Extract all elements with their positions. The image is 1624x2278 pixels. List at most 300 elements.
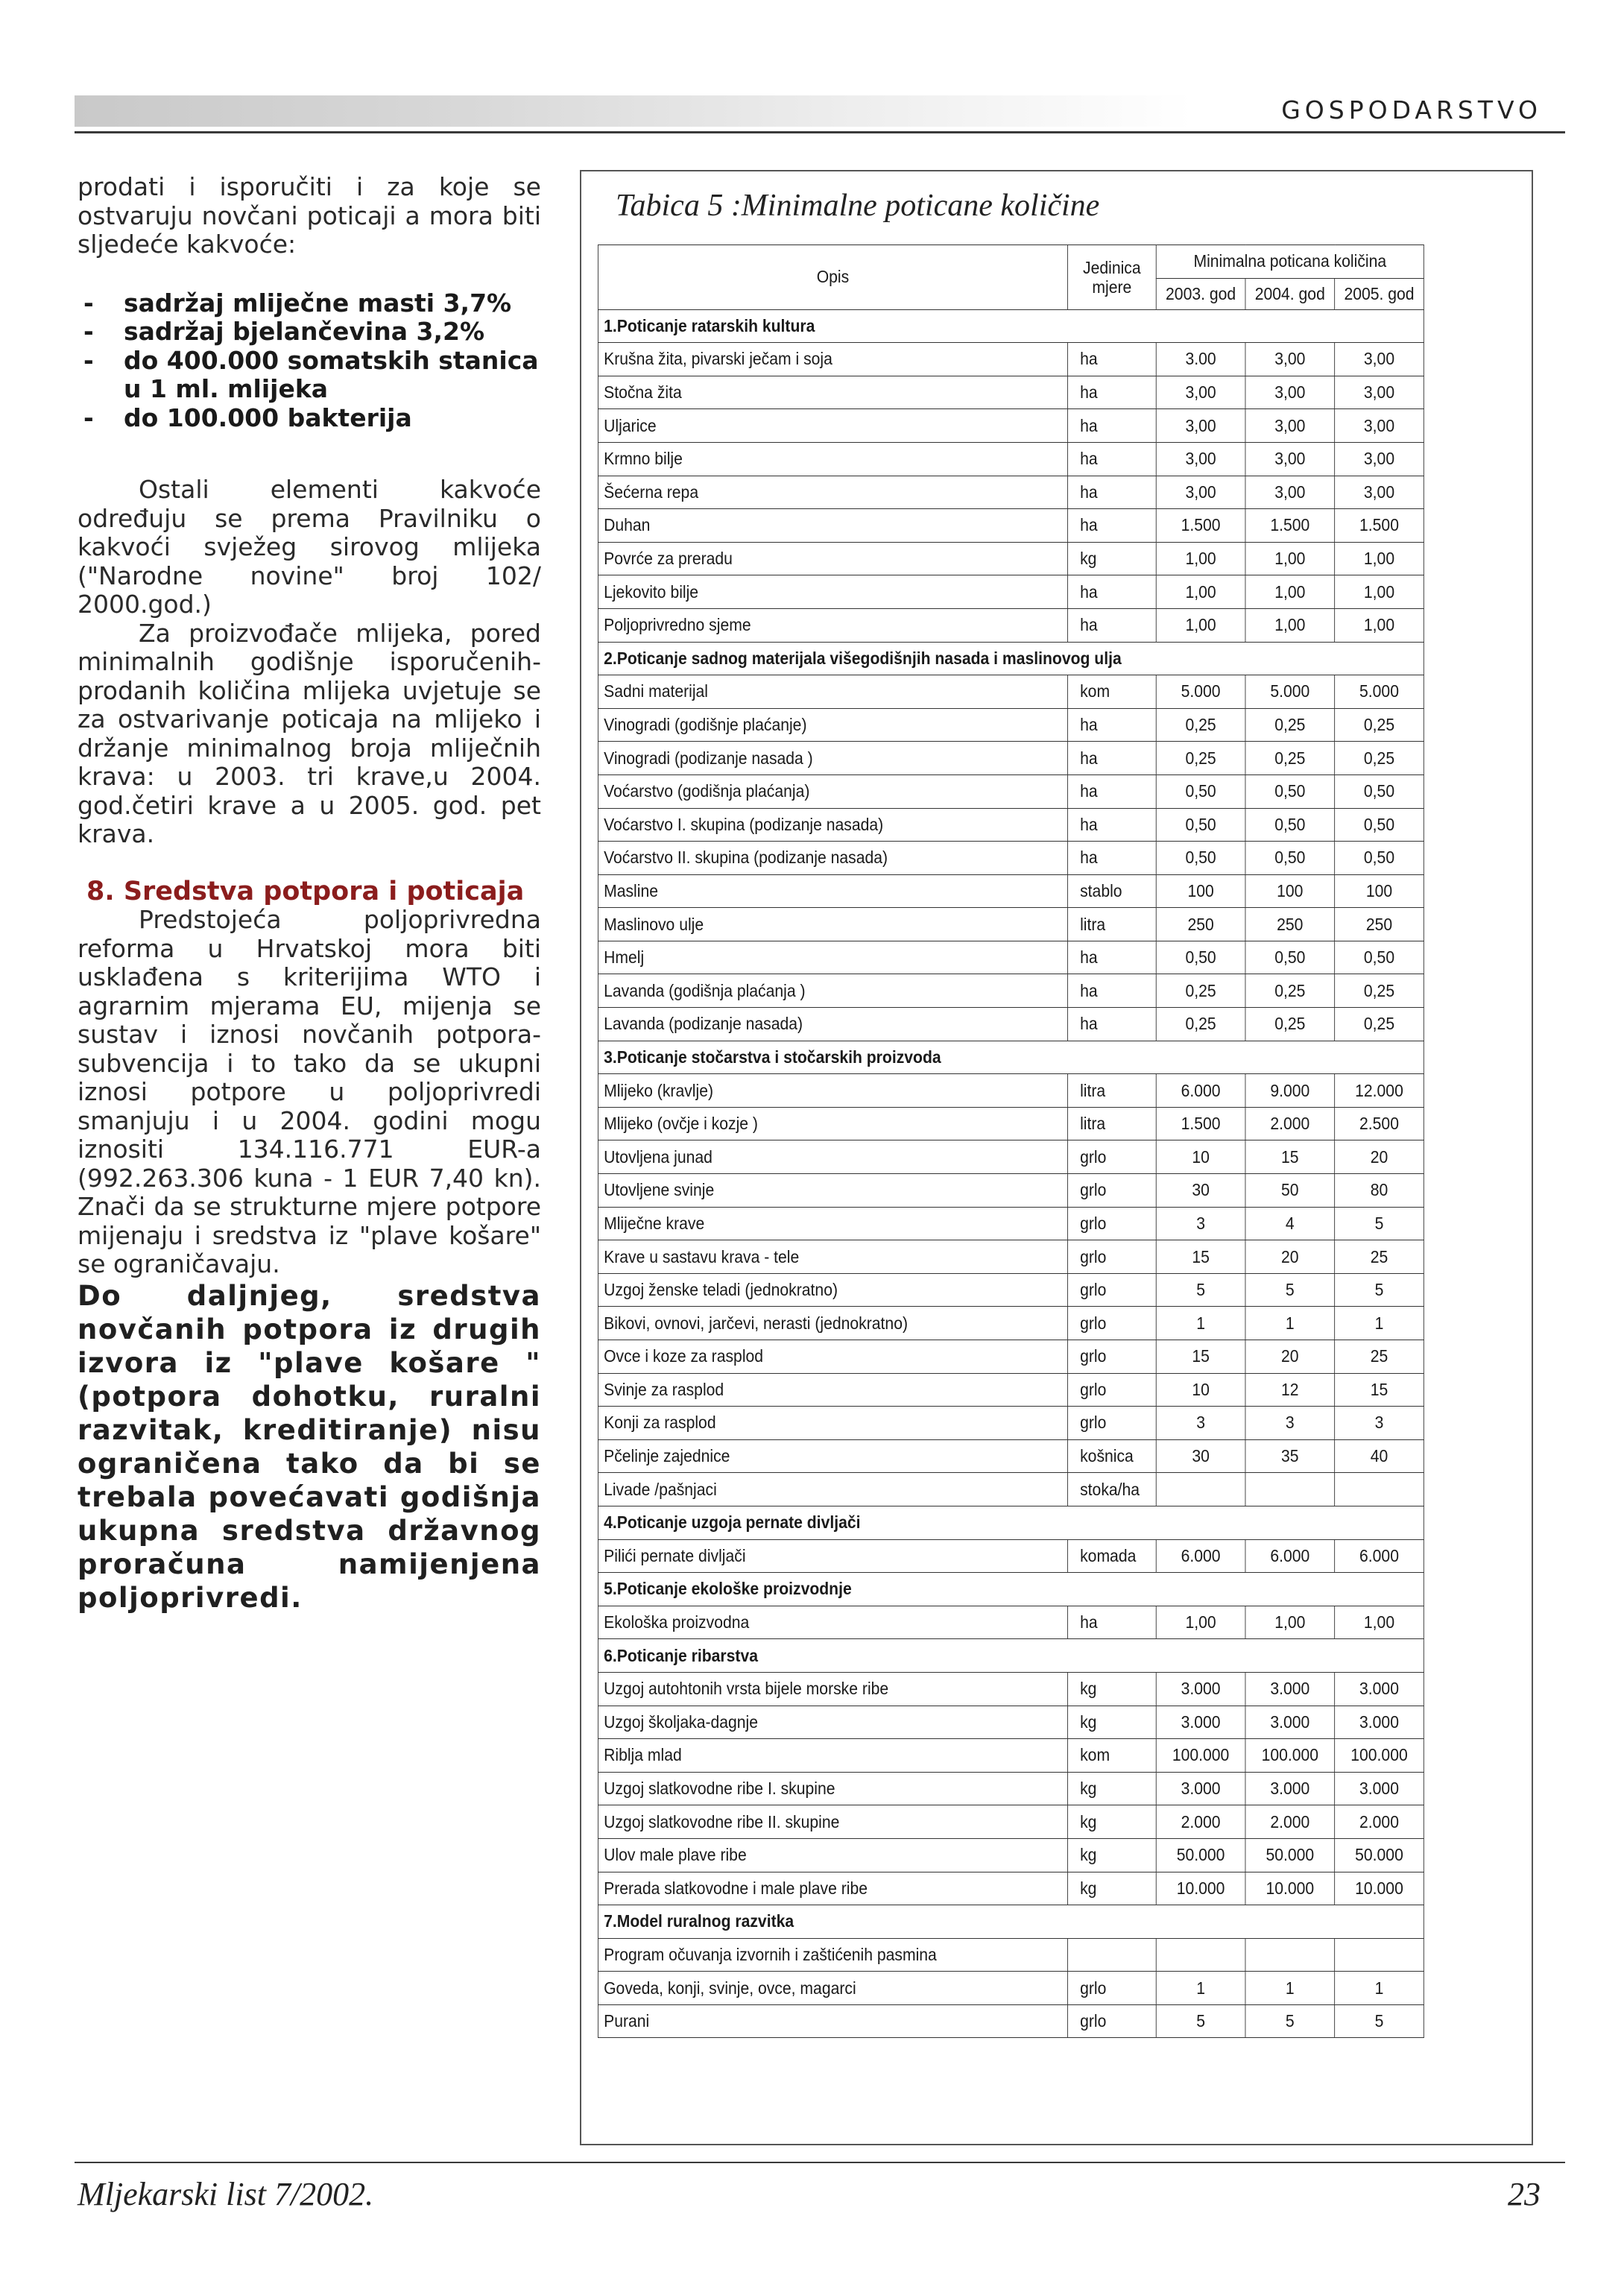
cell-value: 2.000 — [1156, 1805, 1245, 1839]
cell-value: 10 — [1156, 1373, 1245, 1407]
cell-opis: Utovljena junad — [598, 1140, 1067, 1174]
cell-opis: Krave u sastavu krava - tele — [598, 1240, 1067, 1274]
cell-value: 50 — [1245, 1174, 1335, 1208]
cell-unit: grlo — [1067, 2004, 1156, 2038]
cell-unit: kg — [1067, 1872, 1156, 1905]
cell-unit: ha — [1067, 575, 1156, 609]
cell-value: 0,25 — [1245, 742, 1335, 775]
cell-opis: Duhan — [598, 509, 1067, 543]
cell-value: 1,00 — [1335, 575, 1424, 609]
list-item: - do 100.000 bakterija — [78, 404, 541, 433]
section-heading: 8. Sredstva potpora i poticaja — [86, 876, 525, 906]
cell-value: 10.000 — [1156, 1872, 1245, 1905]
header-year-2005: 2005. god — [1335, 278, 1424, 309]
list-item: - sadržaj bjelančevina 3,2% — [78, 318, 541, 347]
table-row — [598, 343, 1424, 376]
cell-value: 3.000 — [1335, 1706, 1424, 1739]
cell-opis: Vinogradi (godišnje plaćanje) — [598, 708, 1067, 742]
table-row — [598, 542, 1424, 575]
cell-unit: komada — [1067, 1539, 1156, 1573]
cell-value: 1,00 — [1156, 1606, 1245, 1639]
cell-opis: Vinogradi (podizanje nasada ) — [598, 742, 1067, 775]
cell-opis: Šećerna repa — [598, 476, 1067, 509]
cell-unit: litra — [1067, 1074, 1156, 1108]
cell-value: 3,00 — [1245, 442, 1335, 476]
table-row — [598, 1439, 1424, 1473]
cell-unit: grlo — [1067, 1273, 1156, 1307]
cell-value: 6.000 — [1245, 1539, 1335, 1573]
cell-value: 3.000 — [1156, 1772, 1245, 1805]
cell-opis: Krmno bilje — [598, 442, 1067, 476]
cell-value: 0,25 — [1335, 1008, 1424, 1041]
cell-unit: grlo — [1067, 1373, 1156, 1407]
table-category-row — [598, 1905, 1424, 1939]
cell-value: 3.000 — [1245, 1672, 1335, 1706]
cell-unit: grlo — [1067, 1307, 1156, 1340]
cell-value: 3,00 — [1156, 409, 1245, 443]
cell-opis: Ulov male plave ribe — [598, 1838, 1067, 1872]
cell-value: 5 — [1335, 1273, 1424, 1307]
cell-value: 0,25 — [1156, 974, 1245, 1008]
cell-value: 100 — [1335, 874, 1424, 908]
cell-value: 0,50 — [1156, 808, 1245, 842]
table-row — [598, 1805, 1424, 1839]
table-row — [598, 708, 1424, 742]
cell-opis: Ovce i koze za rasplod — [598, 1340, 1067, 1374]
cell-value: 0,25 — [1156, 1008, 1245, 1041]
cell-unit: ha — [1067, 774, 1156, 808]
cell-value: 3.000 — [1245, 1772, 1335, 1805]
header-min-quantity: Minimalna poticana količina — [1156, 245, 1424, 279]
category-label: 1.Poticanje ratarskih kultura — [598, 309, 1424, 343]
cell-opis: Voćarstvo (godišnja plaćanja) — [598, 774, 1067, 808]
cell-value: 3.000 — [1335, 1672, 1424, 1706]
table-row — [598, 1606, 1424, 1639]
cell-opis: Uljarice — [598, 409, 1067, 443]
cell-value: 2.000 — [1245, 1805, 1335, 1839]
cell-value: 1,00 — [1245, 575, 1335, 609]
cell-value: 0,25 — [1335, 708, 1424, 742]
cell-opis: Uzgoj slatkovodne ribe I. skupine — [598, 1772, 1067, 1805]
table-row — [598, 1407, 1424, 1440]
cell-value: 1,00 — [1335, 1606, 1424, 1639]
cell-value: 50.000 — [1245, 1838, 1335, 1872]
cell-unit: košnica — [1067, 1439, 1156, 1473]
cell-value — [1335, 1473, 1424, 1506]
table-row — [598, 1174, 1424, 1208]
cell-value: 3,00 — [1245, 476, 1335, 509]
table-category-row — [598, 1573, 1424, 1606]
cell-value: 1.500 — [1156, 1107, 1245, 1140]
category-label: 5.Poticanje ekološke proizvodnje — [598, 1573, 1424, 1606]
cell-value: 1 — [1335, 1307, 1424, 1340]
cell-unit: grlo — [1067, 1140, 1156, 1174]
cell-opis: Poljoprivredno sjeme — [598, 608, 1067, 642]
cell-value: 1,00 — [1245, 608, 1335, 642]
cell-value: 250 — [1335, 908, 1424, 941]
cell-value: 3.000 — [1156, 1672, 1245, 1706]
cell-unit: ha — [1067, 808, 1156, 842]
cell-value: 0,50 — [1156, 774, 1245, 808]
cell-value: 0,50 — [1245, 842, 1335, 875]
cell-value: 3 — [1156, 1207, 1245, 1240]
cell-value: 2.000 — [1335, 1805, 1424, 1839]
cell-opis: Hmelj — [598, 941, 1067, 974]
cell-value: 4 — [1245, 1207, 1335, 1240]
cell-unit: kg — [1067, 1772, 1156, 1805]
cell-value: 50.000 — [1156, 1838, 1245, 1872]
cell-value: 0,25 — [1245, 974, 1335, 1008]
cell-unit: stablo — [1067, 874, 1156, 908]
cell-opis: Svinje za rasplod — [598, 1373, 1067, 1407]
cell-value: 20 — [1335, 1140, 1424, 1174]
cell-value: 3,00 — [1335, 409, 1424, 443]
left-column — [78, 173, 541, 1615]
cell-unit: ha — [1067, 608, 1156, 642]
table-row — [598, 1938, 1424, 1972]
paragraph-producers: Za proizvođače mlijeka, pored minimalnih godišnje isporučenih-prodanih količina mlijeka uvjetuje se za ostvarivanje poticaja na mlijeko i držanje minimalnog broja mliječnih krava: u 2003. tri krave,u 2004. god.četiri krave a u 2005. god. pet krava. — [78, 618, 541, 848]
cell-value: 3,00 — [1335, 343, 1424, 376]
cell-unit: ha — [1067, 509, 1156, 543]
cell-value: 2.000 — [1245, 1107, 1335, 1140]
table-row — [598, 476, 1424, 509]
table-row — [598, 409, 1424, 443]
cell-unit: kg — [1067, 1706, 1156, 1739]
category-label: 4.Poticanje uzgoja pernate divljači — [598, 1506, 1424, 1539]
table-row — [598, 575, 1424, 609]
cell-value: 3,00 — [1335, 476, 1424, 509]
page-number: 23 — [1508, 2176, 1541, 2212]
cell-unit: ha — [1067, 842, 1156, 875]
cell-value: 1,00 — [1335, 542, 1424, 575]
cell-opis: Mlijeko (ovčje i kozje ) — [598, 1107, 1067, 1140]
cell-opis: Konji za rasplod — [598, 1407, 1067, 1440]
category-label: 7.Model ruralnog razvitka — [598, 1905, 1424, 1939]
cell-value: 6.000 — [1335, 1539, 1424, 1573]
table-category-row — [598, 1041, 1424, 1074]
cell-opis: Bikovi, ovnovi, jarčevi, nerasti (jednokratno) — [598, 1307, 1067, 1340]
cell-opis: Krušna žita, pivarski ječam i soja — [598, 343, 1067, 376]
table-row — [598, 1739, 1424, 1773]
cell-opis: Mlijeko (kravlje) — [598, 1074, 1067, 1108]
header-opis: Opis — [598, 245, 1067, 310]
cell-value: 1,00 — [1156, 542, 1245, 575]
cell-value: 12 — [1245, 1373, 1335, 1407]
table-row — [598, 376, 1424, 409]
cell-value: 2.500 — [1335, 1107, 1424, 1140]
cell-value: 25 — [1335, 1240, 1424, 1274]
cell-value: 0,25 — [1335, 974, 1424, 1008]
cell-unit: grlo — [1067, 1240, 1156, 1274]
cell-value: 3 — [1335, 1407, 1424, 1440]
cell-value — [1156, 1473, 1245, 1506]
cell-value: 100.000 — [1156, 1739, 1245, 1773]
cell-value: 5.000 — [1245, 675, 1335, 709]
cell-value: 3,00 — [1245, 343, 1335, 376]
table-row — [598, 1972, 1424, 2005]
cell-value: 20 — [1245, 1340, 1335, 1374]
cell-value: 1.500 — [1335, 509, 1424, 543]
cell-value: 5.000 — [1156, 675, 1245, 709]
cell-value — [1156, 1938, 1245, 1972]
cell-unit: kg — [1067, 542, 1156, 575]
cell-value: 100 — [1245, 874, 1335, 908]
table-row — [598, 742, 1424, 775]
table-row — [598, 842, 1424, 875]
cell-opis: Riblja mlad — [598, 1739, 1067, 1773]
cell-opis: Livade /pašnjaci — [598, 1473, 1067, 1506]
cell-value: 0,50 — [1335, 774, 1424, 808]
cell-unit: ha — [1067, 941, 1156, 974]
table-row — [598, 808, 1424, 842]
cell-value: 5 — [1156, 2004, 1245, 2038]
cell-value: 0,50 — [1335, 842, 1424, 875]
header-bar — [75, 95, 1192, 127]
cell-value: 15 — [1156, 1340, 1245, 1374]
cell-opis: Utovljene svinje — [598, 1174, 1067, 1208]
cell-value: 0,50 — [1245, 941, 1335, 974]
cell-value: 0,50 — [1245, 808, 1335, 842]
cell-opis: Ljekovito bilje — [598, 575, 1067, 609]
cell-unit: kg — [1067, 1805, 1156, 1839]
table-category-row — [598, 309, 1424, 343]
cell-value: 0,25 — [1335, 742, 1424, 775]
cell-opis: Uzgoj ženske teladi (jednokratno) — [598, 1273, 1067, 1307]
cell-opis: Ekološka proizvodna — [598, 1606, 1067, 1639]
cell-value: 25 — [1335, 1340, 1424, 1374]
cell-value: 35 — [1245, 1439, 1335, 1473]
category-label: 6.Poticanje ribarstva — [598, 1639, 1424, 1673]
cell-unit: litra — [1067, 1107, 1156, 1140]
table-row — [598, 974, 1424, 1008]
cell-value: 0,25 — [1245, 1008, 1335, 1041]
cell-unit: ha — [1067, 708, 1156, 742]
cell-value: 1 — [1245, 1972, 1335, 2005]
cell-value: 0,50 — [1156, 842, 1245, 875]
cell-unit: grlo — [1067, 1207, 1156, 1240]
cell-unit: kg — [1067, 1672, 1156, 1706]
table-row — [598, 1539, 1424, 1573]
cell-unit: ha — [1067, 742, 1156, 775]
table-row — [598, 1008, 1424, 1041]
cell-value: 3,00 — [1335, 376, 1424, 409]
header-year-2003: 2003. god — [1156, 278, 1245, 309]
header-rule — [75, 131, 1565, 133]
cell-value: 30 — [1156, 1439, 1245, 1473]
cell-unit: ha — [1067, 476, 1156, 509]
cell-value: 3 — [1156, 1407, 1245, 1440]
cell-unit: grlo — [1067, 1407, 1156, 1440]
cell-unit: stoka/ha — [1067, 1473, 1156, 1506]
category-label: 2.Poticanje sadnog materijala višegodišnjih nasada i maslinovog ulja — [598, 642, 1424, 675]
cell-value: 10.000 — [1245, 1872, 1335, 1905]
cell-value: 6.000 — [1156, 1074, 1245, 1108]
cell-opis: Uzgoj školjaka-dagnje — [598, 1706, 1067, 1739]
cell-value: 10.000 — [1335, 1872, 1424, 1905]
table-row — [598, 1706, 1424, 1739]
cell-value: 0,50 — [1335, 941, 1424, 974]
cell-opis: Lavanda (podizanje nasada) — [598, 1008, 1067, 1041]
table-row — [598, 774, 1424, 808]
table-row — [598, 675, 1424, 709]
cell-value: 0,50 — [1335, 808, 1424, 842]
cell-value: 3 — [1245, 1407, 1335, 1440]
cell-value: 5 — [1245, 2004, 1335, 2038]
cell-value: 1.500 — [1156, 509, 1245, 543]
cell-value: 15 — [1335, 1373, 1424, 1407]
journal-title: Mljekarski list 7/2002. — [78, 2176, 374, 2212]
cell-opis: Lavanda (godišnja plaćanja ) — [598, 974, 1067, 1008]
intro-paragraph: prodati i isporučiti i za koje se ostvaruju novčani poticaji a mora biti sljedeće kakvoće: — [78, 172, 541, 259]
cell-value: 1,00 — [1156, 608, 1245, 642]
cell-opis: Povrće za preradu — [598, 542, 1067, 575]
cell-value: 0,25 — [1156, 708, 1245, 742]
cell-unit: ha — [1067, 974, 1156, 1008]
cell-value: 0,25 — [1245, 708, 1335, 742]
table-row — [598, 1473, 1424, 1506]
header-year-2004: 2004. god — [1245, 278, 1335, 309]
cell-value: 80 — [1335, 1174, 1424, 1208]
cell-value: 1.500 — [1245, 509, 1335, 543]
table-row — [598, 1240, 1424, 1274]
section-title: GOSPODARSTVO — [1281, 95, 1542, 124]
cell-value: 3.000 — [1335, 1772, 1424, 1805]
cell-opis: Pčelinje zajednice — [598, 1439, 1067, 1473]
cell-value — [1335, 1938, 1424, 1972]
cell-value: 5 — [1335, 2004, 1424, 2038]
table-row — [598, 874, 1424, 908]
table-header-row — [598, 245, 1424, 279]
cell-opis: Purani — [598, 2004, 1067, 2038]
table-row — [598, 908, 1424, 941]
cell-value: 50.000 — [1335, 1838, 1424, 1872]
cell-value: 5.000 — [1335, 675, 1424, 709]
table-caption: Tabica 5 :Minimalne poticane količine — [616, 189, 1100, 223]
cell-value: 3,00 — [1245, 376, 1335, 409]
cell-value: 3.000 — [1245, 1706, 1335, 1739]
cell-value: 3,00 — [1156, 376, 1245, 409]
cell-value: 10 — [1156, 1140, 1245, 1174]
paragraph-standards: Ostali elementi kakvoće određuju se prema Pravilniku o kakvoći svježeg sirovog mlijeka ("Narodne novine" broj 102/ 2000.god.) — [78, 475, 541, 619]
cell-value — [1245, 1473, 1335, 1506]
cell-unit: ha — [1067, 376, 1156, 409]
cell-unit: kom — [1067, 1739, 1156, 1773]
cell-value: 9.000 — [1245, 1074, 1335, 1108]
cell-value: 100 — [1156, 874, 1245, 908]
cell-opis: Voćarstvo I. skupina (podizanje nasada) — [598, 808, 1067, 842]
table-row — [598, 442, 1424, 476]
closing-paragraph: Do daljnjeg, sredstva novčanih potpora iz drugih izvora iz "plave košare " (potpora dohotku, ruralni razvitak, kreditiranje) nisu ograničena tako da bi se trebala povećavati godišnja ukupna sredstva državnog proračuna namijenjena poljoprivredi. — [78, 1279, 541, 1614]
paragraph-reform: Predstojeća poljoprivredna reforma u Hrvatskoj mora biti usklađena s kriterijima WTO i agrarnim mjerama EU, mijenja se sustav i iznosi novčanih potpora-subvencija i to tako da se ukupni iznosi potpore u poljoprivredi smanjuju i u 2004. godini mogu iznositi 134.116.771 EUR-a (992.263.306 kuna - 1 EUR 7,40 kn). Znači da se strukturne mjere potpore mijenaju i sredstva iz "plave košare" se ograničavaju. — [78, 905, 541, 1278]
table-row — [598, 1140, 1424, 1174]
cell-value: 1,00 — [1335, 608, 1424, 642]
cell-unit: ha — [1067, 1606, 1156, 1639]
cell-value: 1 — [1335, 1972, 1424, 2005]
cell-value: 15 — [1156, 1240, 1245, 1274]
table-row — [598, 1107, 1424, 1140]
table-row — [598, 509, 1424, 543]
cell-value: 5 — [1335, 1207, 1424, 1240]
cell-value: 40 — [1335, 1439, 1424, 1473]
cell-unit: kg — [1067, 1838, 1156, 1872]
cell-value: 3,00 — [1156, 476, 1245, 509]
cell-value: 6.000 — [1156, 1539, 1245, 1573]
cell-value: 1 — [1245, 1307, 1335, 1340]
table-row — [598, 1872, 1424, 1905]
cell-unit: ha — [1067, 409, 1156, 443]
cell-value: 5 — [1156, 1273, 1245, 1307]
cell-unit: grlo — [1067, 1174, 1156, 1208]
cell-opis: Goveda, konji, svinje, ovce, magarci — [598, 1972, 1067, 2005]
cell-value: 250 — [1156, 908, 1245, 941]
cell-value: 3,00 — [1335, 442, 1424, 476]
cell-unit: ha — [1067, 343, 1156, 376]
table-row — [598, 1207, 1424, 1240]
cell-opis: Sadni materijal — [598, 675, 1067, 709]
cell-opis: Prerada slatkovodne i male plave ribe — [598, 1872, 1067, 1905]
table-category-row — [598, 642, 1424, 675]
table-row — [598, 1772, 1424, 1805]
table-row — [598, 1672, 1424, 1706]
cell-value: 3.000 — [1156, 1706, 1245, 1739]
cell-value: 3,00 — [1245, 409, 1335, 443]
cell-value: 250 — [1245, 908, 1335, 941]
table-row — [598, 1307, 1424, 1340]
cell-unit — [1067, 1938, 1156, 1972]
table-row — [598, 1273, 1424, 1307]
cell-opis: Voćarstvo II. skupina (podizanje nasada) — [598, 842, 1067, 875]
quality-list — [78, 289, 541, 433]
cell-opis: Maslinovo ulje — [598, 908, 1067, 941]
cell-value — [1245, 1938, 1335, 1972]
cell-value: 0,25 — [1156, 742, 1245, 775]
cell-unit: ha — [1067, 1008, 1156, 1041]
table-row — [598, 608, 1424, 642]
table-row — [598, 941, 1424, 974]
list-item: - sadržaj mliječne masti 3,7% — [78, 289, 541, 318]
cell-value: 5 — [1245, 1273, 1335, 1307]
cell-unit: litra — [1067, 908, 1156, 941]
cell-value: 12.000 — [1335, 1074, 1424, 1108]
cell-value: 1 — [1156, 1972, 1245, 2005]
table-row — [598, 2004, 1424, 2038]
cell-opis: Program očuvanja izvornih i zaštićenih pasmina — [598, 1938, 1067, 1972]
table-category-row — [598, 1639, 1424, 1673]
cell-value: 1,00 — [1156, 575, 1245, 609]
table-row — [598, 1340, 1424, 1374]
cell-opis: Mliječne krave — [598, 1207, 1067, 1240]
header-unit: Jedinica mjere — [1067, 245, 1156, 310]
cell-value: 100.000 — [1335, 1739, 1424, 1773]
cell-opis: Masline — [598, 874, 1067, 908]
cell-value: 1,00 — [1245, 1606, 1335, 1639]
cell-opis: Stočna žita — [598, 376, 1067, 409]
cell-value: 3,00 — [1156, 442, 1245, 476]
quantities-table — [598, 244, 1424, 2038]
cell-value: 0,50 — [1156, 941, 1245, 974]
cell-value: 1,00 — [1245, 542, 1335, 575]
table-row — [598, 1373, 1424, 1407]
cell-opis: Pilići pernate divljači — [598, 1539, 1067, 1573]
table-row — [598, 1074, 1424, 1108]
cell-unit: kom — [1067, 675, 1156, 709]
cell-unit: grlo — [1067, 1340, 1156, 1374]
cell-value: 100.000 — [1245, 1739, 1335, 1773]
table-category-row — [598, 1506, 1424, 1539]
cell-value: 15 — [1245, 1140, 1335, 1174]
cell-opis: Uzgoj slatkovodne ribe II. skupine — [598, 1805, 1067, 1839]
table-row — [598, 1838, 1424, 1872]
